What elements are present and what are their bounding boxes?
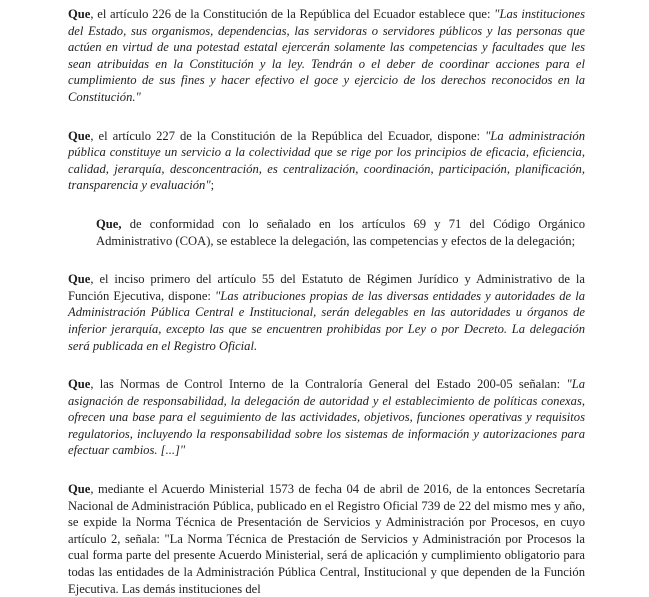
paragraph-lead: Que bbox=[68, 272, 91, 287]
paragraph-art-226 bbox=[68, 6, 585, 106]
paragraph-text: , el artículo 227 de la Constitución de la República del Ecuador, dispone: bbox=[90, 128, 486, 143]
paragraph-lead: Que bbox=[68, 7, 91, 21]
paragraph-lead: Que, bbox=[96, 216, 122, 231]
paragraph-text: , el inciso primero del artículo 55 del Estatuto de Régimen Jurídico y Administrativo de la Función Ejecutiva, dispone: bbox=[68, 272, 585, 303]
paragraph-art-55 bbox=[68, 271, 585, 354]
paragraph-quote: "Las instituciones del Estado, sus organismos, dependencias, las servidoras o servidores públicos y las personas que actúen en virtud de una potestad estatal ejercerán solamente las competencias y facultades que les sean atribuidas en la Constitución y la ley. Tendrán o el deber de coordinar acciones para el cumplimiento de sus fines y hacer efectivo el goce y ejercicio de los derechos reconocidos en la Constitución." bbox=[68, 7, 585, 104]
paragraph-tail: ; bbox=[210, 178, 215, 193]
paragraph-lead: Que bbox=[68, 377, 91, 392]
paragraph-quote: "La administración pública constituye un servicio a la colectividad que se rige por los principios de eficacia, eficiencia, calidad, jerarquía, desconcentración, es centralización, coordinación, participación, planificación, transparencia y evaluación" bbox=[68, 128, 585, 193]
paragraph-text: , el artículo 226 de la Constitución de la República del Ecuador establece que: bbox=[90, 7, 495, 21]
paragraph-text: , las Normas de Control Interno de la Contraloría General del Estado 200-05 señalan: bbox=[90, 377, 567, 392]
paragraph-control-interno bbox=[68, 376, 585, 459]
paragraph-text: , mediante el Acuerdo Ministerial 1573 de fecha 04 de abril de 2016, de la entonces Secretaría Nacional de Administración Pública, publicado en el Registro Oficial 739 de 22 del mismo mes y año, se expide la Norma Técnica de Presentación de Servicios y Administración por Procesos, en cuyo artículo 2, señala: "La Norma Técnica de Prestación de Servicios y Administración por Procesos la cual forma parte del presente Acuerdo Ministerial, será de aplicación y cumplimiento obligatorio para todas las entidades de la Administración Pública Central, Institucional y que dependen de la Función Ejecutiva. Las demás instituciones del bbox=[68, 482, 585, 596]
paragraph-acuerdo-1573 bbox=[68, 481, 585, 597]
paragraph-text: de conformidad con lo señalado en los artículos 69 y 71 del Código Orgánico Administrativo (COA), se establece la delegación, las competencias y efectos de la delegación; bbox=[96, 216, 585, 248]
paragraph-quote: "Las atribuciones propias de las diversas entidades y autoridades de la Administración Pública Central e Institucional, serán delegables en las autoridades u órganos de inferior jerarquía, excepto las que se encuentren prohibidas por Ley o por Decreto. La delegación será publicada en el Registro Oficial. bbox=[68, 288, 585, 353]
paragraph-art-227 bbox=[68, 128, 585, 194]
paragraph-lead: Que bbox=[68, 128, 91, 143]
paragraph-quote: "La asignación de responsabilidad, la delegación de autoridad y el establecimiento de políticas conexas, ofrecen una base para el seguimiento de las actividades, objetivos, funciones operativas y requisitos regulatorios, incluyendo la responsabilidad sobre los sistemas de información y autorizaciones para efectuar cambios. [...]" bbox=[68, 377, 585, 458]
paragraph-lead: Que bbox=[68, 482, 91, 497]
paragraph-coa bbox=[68, 216, 585, 249]
